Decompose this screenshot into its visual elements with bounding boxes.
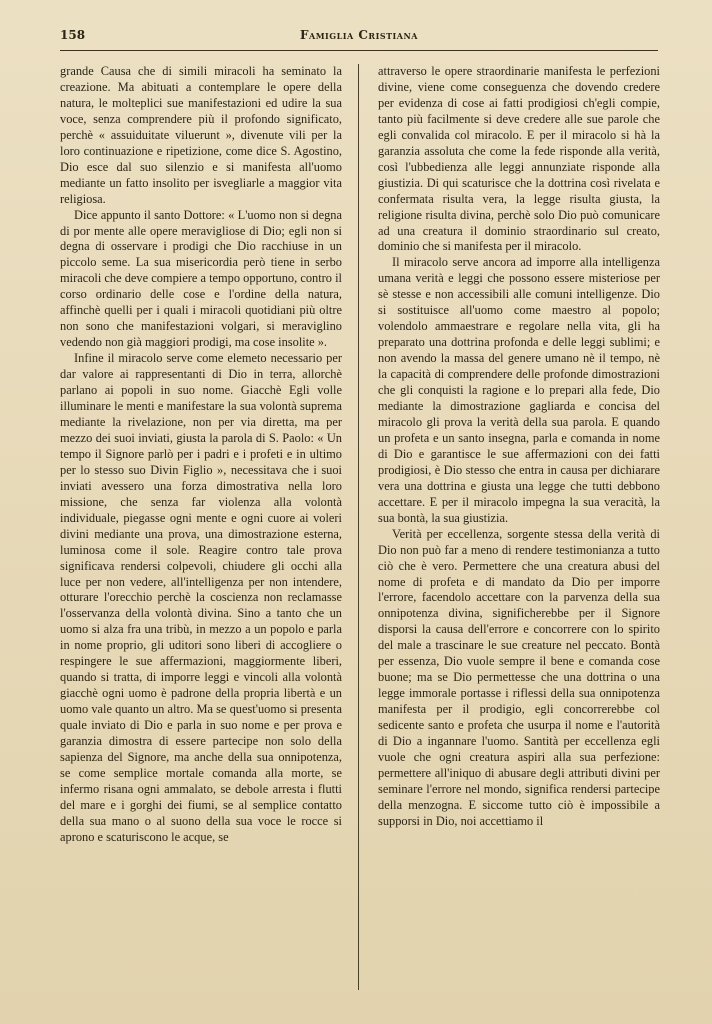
left-paragraph-2: Dice appunto il santo Dottore: « L'uomo non si degna di por mente alle opere meravigliose di Dio; egli non si degna di osservare i prodigi che Dio racchiuse in un piccolo seme. La sua misericordia però tiene in serbo miracoli che deve compiere a tempo opportuno, contro il corso ordinario delle cose e l'ordine della natura, affinchè quelli per i quali i miracoli quotidiani più oltre non sono che manifestazioni volgari, si meraviglino vedendo non già maggiori prodigi, ma cose insolite ».	[60, 207, 342, 350]
left-column	[60, 64, 342, 846]
left-paragraph-3: Infine il miracolo serve come elemeto necessario per dar valore ai rappresentanti di Dio in terra, allorchè parlano ai popoli in suo nome. Giacchè Egli volle illuminare le menti e manifestare la sua volontà suprema mediante la rivelazione, non per via diretta, ma per mezzo dei suoi inviati, giusta la parola di S. Paolo: « Un tempo il Signore parlò per i padri e i profeti e in ultimo per lo stesso suo Divin Figlio », necessitava che i suoi inviati avessero una forza dimostrativa nella loro missione, che senza far violenza alla volontà individuale, piegasse ogni mente e ogni cuore ai voleri divini mediante una prova, una dimostrazione esterna, luminosa come il sole. Reagire contro tale prova significava rendersi colpevoli, chiudere gli occhi alla luce per non vedere, all'intelligenza per non intendere, otturare l'orecchio perchè la coscienza non reclamasse l'osservanza della volontà divina. Sino a tanto che un uomo si alza fra una tribù, in mezzo a un popolo e parla in nome proprio, gli uditori sono liberi di accogliere o respingere le sue affermazioni, maggiormente liberi, quando si tratta, di imporre leggi e vincoli alla volontà giacchè ogni uomo è padrone della propria libertà e un uomo vale quanto un altro. Ma se quest'uomo si presenta quale inviato di Dio e parla in suo nome e per prova e garanzia dimostra di essere partecipe non solo della sapienza del Signore, ma anche della sua onnipotenza, se come semplice mortale comanda alla morte, se infermo risana ogni ammalato, se debole arresta i flutti del mare e i gorghi dei fiumi, se al semplice contatto della sua mano o al suono della sua voce le rocce si aprono e scaturiscono le acque, se	[60, 351, 342, 844]
column-divider	[358, 64, 359, 990]
running-title: Famiglia Cristiana	[299, 28, 419, 42]
page-header	[60, 28, 658, 46]
page-number: 158	[60, 28, 86, 42]
left-paragraph-1: grande Causa che di simili miracoli ha seminato la creazione. Ma abituati a contemplare le opere della natura, le molteplici sue manifestazioni ed udire la sua voce, senza comprendere più il profondo significato, perchè « assuiduitate viluerunt », divenute vili per la loro continuazione e ripetizione, come dice S. Agostino, Dio esce dal suo silenzio e si manifesta all'uomo mediante un fatto insolito per isvegliarle a maggior vita religiosa.	[60, 64, 342, 206]
right-paragraph-2: Il miracolo serve ancora ad imporre alla intelligenza umana verità e leggi che possono essere misteriose per sè stesse e non accessibili alle comuni intelligenze. Dio si sostituisce all'uomo come maestro al popolo; volendolo ammaestrare e regolare nella vita, gli ha preparato una dottrina profonda e delle leggi sublimi; e non avendo la massa del genere umano nè il tempo, nè la capacità di comprendere delle profonde dimostrazioni che gli conquisti la ragione e lo prepari alla fede, Dio mediante la dimostrazione gagliarda e concisa del miracolo gli prova la verità della sua parola. E quando un profeta e un santo insegna, parla e comanda in nome di Dio e garantisce le sue affermazioni con dei fatti prodigiosi, è Dio stesso che entra in causa per dichiarare vera una dottrina e giusta una legge che tutti debbono accettare. E per il miracolo impegna la sua veracità, la sua bontà, la sua giustizia.	[378, 255, 660, 525]
header-rule	[60, 50, 658, 51]
right-paragraph-1: attraverso le opere straordinarie manifesta le perfezioni divine, viene come conseguenza che dovendo credere per evidenza di cose ai fatti prodigiosi ch'egli compie, tanto più facilmente si deve credere alle sue parole che egli convalida col miracolo. E per il miracolo si hà la garanzia assoluta che come la fede risponde alla verità, così l'ubbedienza alle leggi annunziate risponde alla giustizia. Di qui scaturisce che la dottrina così rivelata e confermata risulta vera, la legge risulta giusta, la religione risulta divina, perchè solo Dio può comunicare ad una creatura il dominio straordinario sul creato, dominio che si manifesta per il miracolo.	[378, 64, 660, 254]
right-paragraph-3: Verità per eccellenza, sorgente stessa della verità di Dio non può far a meno di rendere testimonianza a tutto ciò che è vero. Permettere che una creatura abusi del nome di profeta e di mandato da Dio per imporre l'errore, facendolo accettare con la parvenza della sua onnipotenza divina, significherebbe per il Signore disporsi la causa dell'errore e concorrere con lo spirito del male a trascinare le sue creature nel peccato. Bontà per essenza, Dio vuole sempre il bene e comanda cose buone; ma se Dio permettesse che una dottrina o una legge immorale portasse i riflessi della sua onnipotenza manifesta per il prodigio, egli concorrerebbe col sedicente santo e profeta che usurpa il nome e l'autorità di Dio a ingannare l'uomo. Santità per eccellenza egli vuole che ogni creatura aspiri alla sua perfezione: permettere all'iniquo di abusare degli attributi divini per seminare l'errore nel mondo, significa rendersi partecipe della menzogna. E siccome tutto ciò è impossibile a supporsi in Dio, noi accettiamo il	[378, 526, 660, 828]
right-column	[378, 64, 660, 830]
